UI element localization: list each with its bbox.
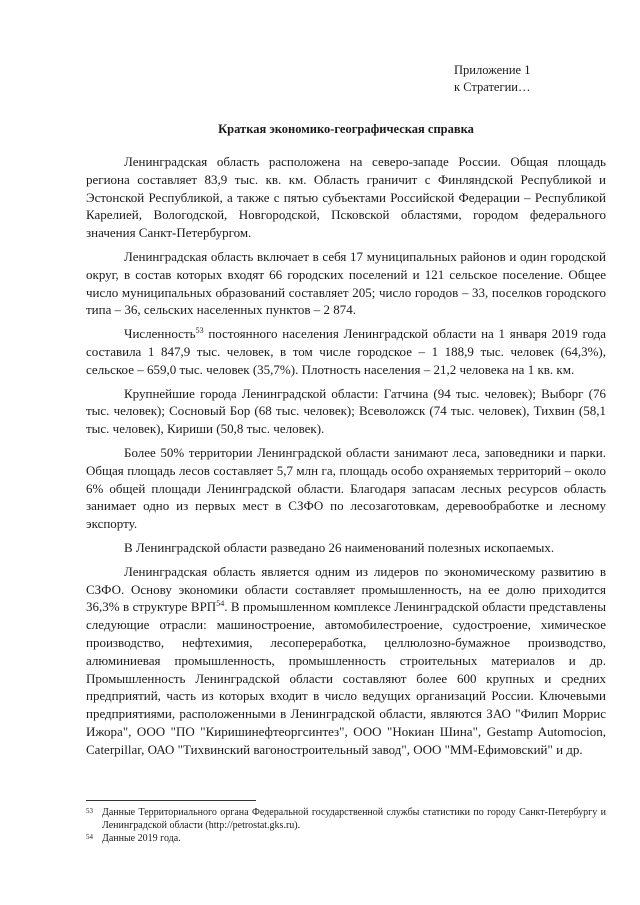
footnote-mark: 53: [86, 807, 93, 815]
paragraph-population: [86, 325, 606, 378]
paragraph-forests: Более 50% территории Ленинградской области занимают леса, заповедники и парки. Общая площадь лесов составляет 5,7 млн га, площадь особо охраняемых территорий – около 6% общей площади Ленинградской области. Благодаря запасам лесных ресурсов область занимает одно из первых мест в СЗФО по лесозаготовкам, деревообработке и лесному экспорту.: [86, 444, 606, 532]
footnotes: [86, 800, 606, 845]
paragraph-municipalities: Ленинградская область включает в себя 17 муниципальных районов и один городской округ, в состав которых входят 66 городских поселений и 121 сельское поселение. Общее число муниципальных образований составляет 205; число городов – 33, поселков городского типа – 36, сельских населенных пунктов – 2 874.: [86, 248, 606, 318]
paragraph-economy-rest: . В промышленном комплексе Ленинградской области представлены следующие отрасли: машиностроение, автомобилестроение, судостроение, химическое производство, нефтехимия, лесопереработка, целлюлозно-бумажное производство, алюминиевая промышленность, промышленность строительных материалов и др. Промышленность Ленинградской области составляют более 600 крупных и средних предприятий, часть из которых входит в число ведущих организаций России. Ключевыми предприятиями, расположенными в Ленинградской области, являются ЗАО "Филип Моррис Ижора", ООО "ПО "Киришинефтеоргсинтез", ООО "Нокиан Шина", Gestamp Automocion, Caterpillar, ОАО "Тихвинский вагоностроительный завод", ООО "ММ-Ефимовский" и др.: [86, 599, 606, 757]
document-body: [86, 153, 606, 759]
appendix-line-2: к Стратегии…: [454, 80, 531, 94]
footnote-ref-54[interactable]: 54: [216, 599, 225, 609]
appendix-note: [454, 62, 530, 96]
paragraph-cities: Крупнейшие города Ленинградской области: Гатчина (94 тыс. человек); Выборг (76 тыс. человек); Сосновый Бор (68 тыс. человек); Всеволожск (74 тыс. человек), Тихвин (58,1 тыс. человек), Кириши (50,8 тыс. человек).: [86, 385, 606, 437]
appendix-line-1: Приложение 1: [454, 63, 531, 77]
paragraph-economy-lead: Ленинградская область является одним из лидеров по экономическому развитию в СЗФО. Основу экономики области составляет промышленность, на ее долю приходится 36,3% в структуре ВРП: [86, 563, 606, 615]
paragraph-location: Ленинградская область расположена на северо-западе России. Общая площадь региона составляет 83,9 тыс. кв. км. Область граничит с Финляндской Республикой и Эстонской Республикой, а также с пятью субъектами Российской Федерации – Республикой Карелией, Вологодской, Новгородской, Псковской областями, городом федерального значения Санкт-Петербургом.: [86, 154, 606, 241]
paragraph-population-lead: Численность: [124, 326, 196, 342]
paragraph-minerals: В Ленинградской области разведано 26 наименований полезных ископаемых.: [124, 539, 555, 555]
footnote-ref-53[interactable]: 53: [195, 326, 204, 336]
footnote-text: Данные Территориального органа Федеральной государственной службы статистики по городу Санкт-Петербургу и Ленинградской области (http://petrostat.gks.ru).: [102, 807, 606, 831]
footnote-mark: 54: [86, 833, 93, 841]
document-title: Краткая экономико-географическая справка: [218, 122, 474, 136]
footnote-divider: [86, 800, 256, 801]
footnote-text: Данные 2019 года.: [102, 833, 181, 844]
paragraph-population-rest: постоянного населения Ленинградской области на 1 января 2019 года составила 1 847,9 тыс. человек, в том числе городское – 1 188,9 тыс. человек (64,3%), сельское – 659,0 тыс. человек (35,7%). Плотность населения – 21,2 человека на 1 кв. км.: [86, 326, 606, 377]
footnote-53: [86, 806, 606, 832]
paragraph-economy: [86, 563, 606, 759]
footnote-54: [86, 832, 606, 845]
